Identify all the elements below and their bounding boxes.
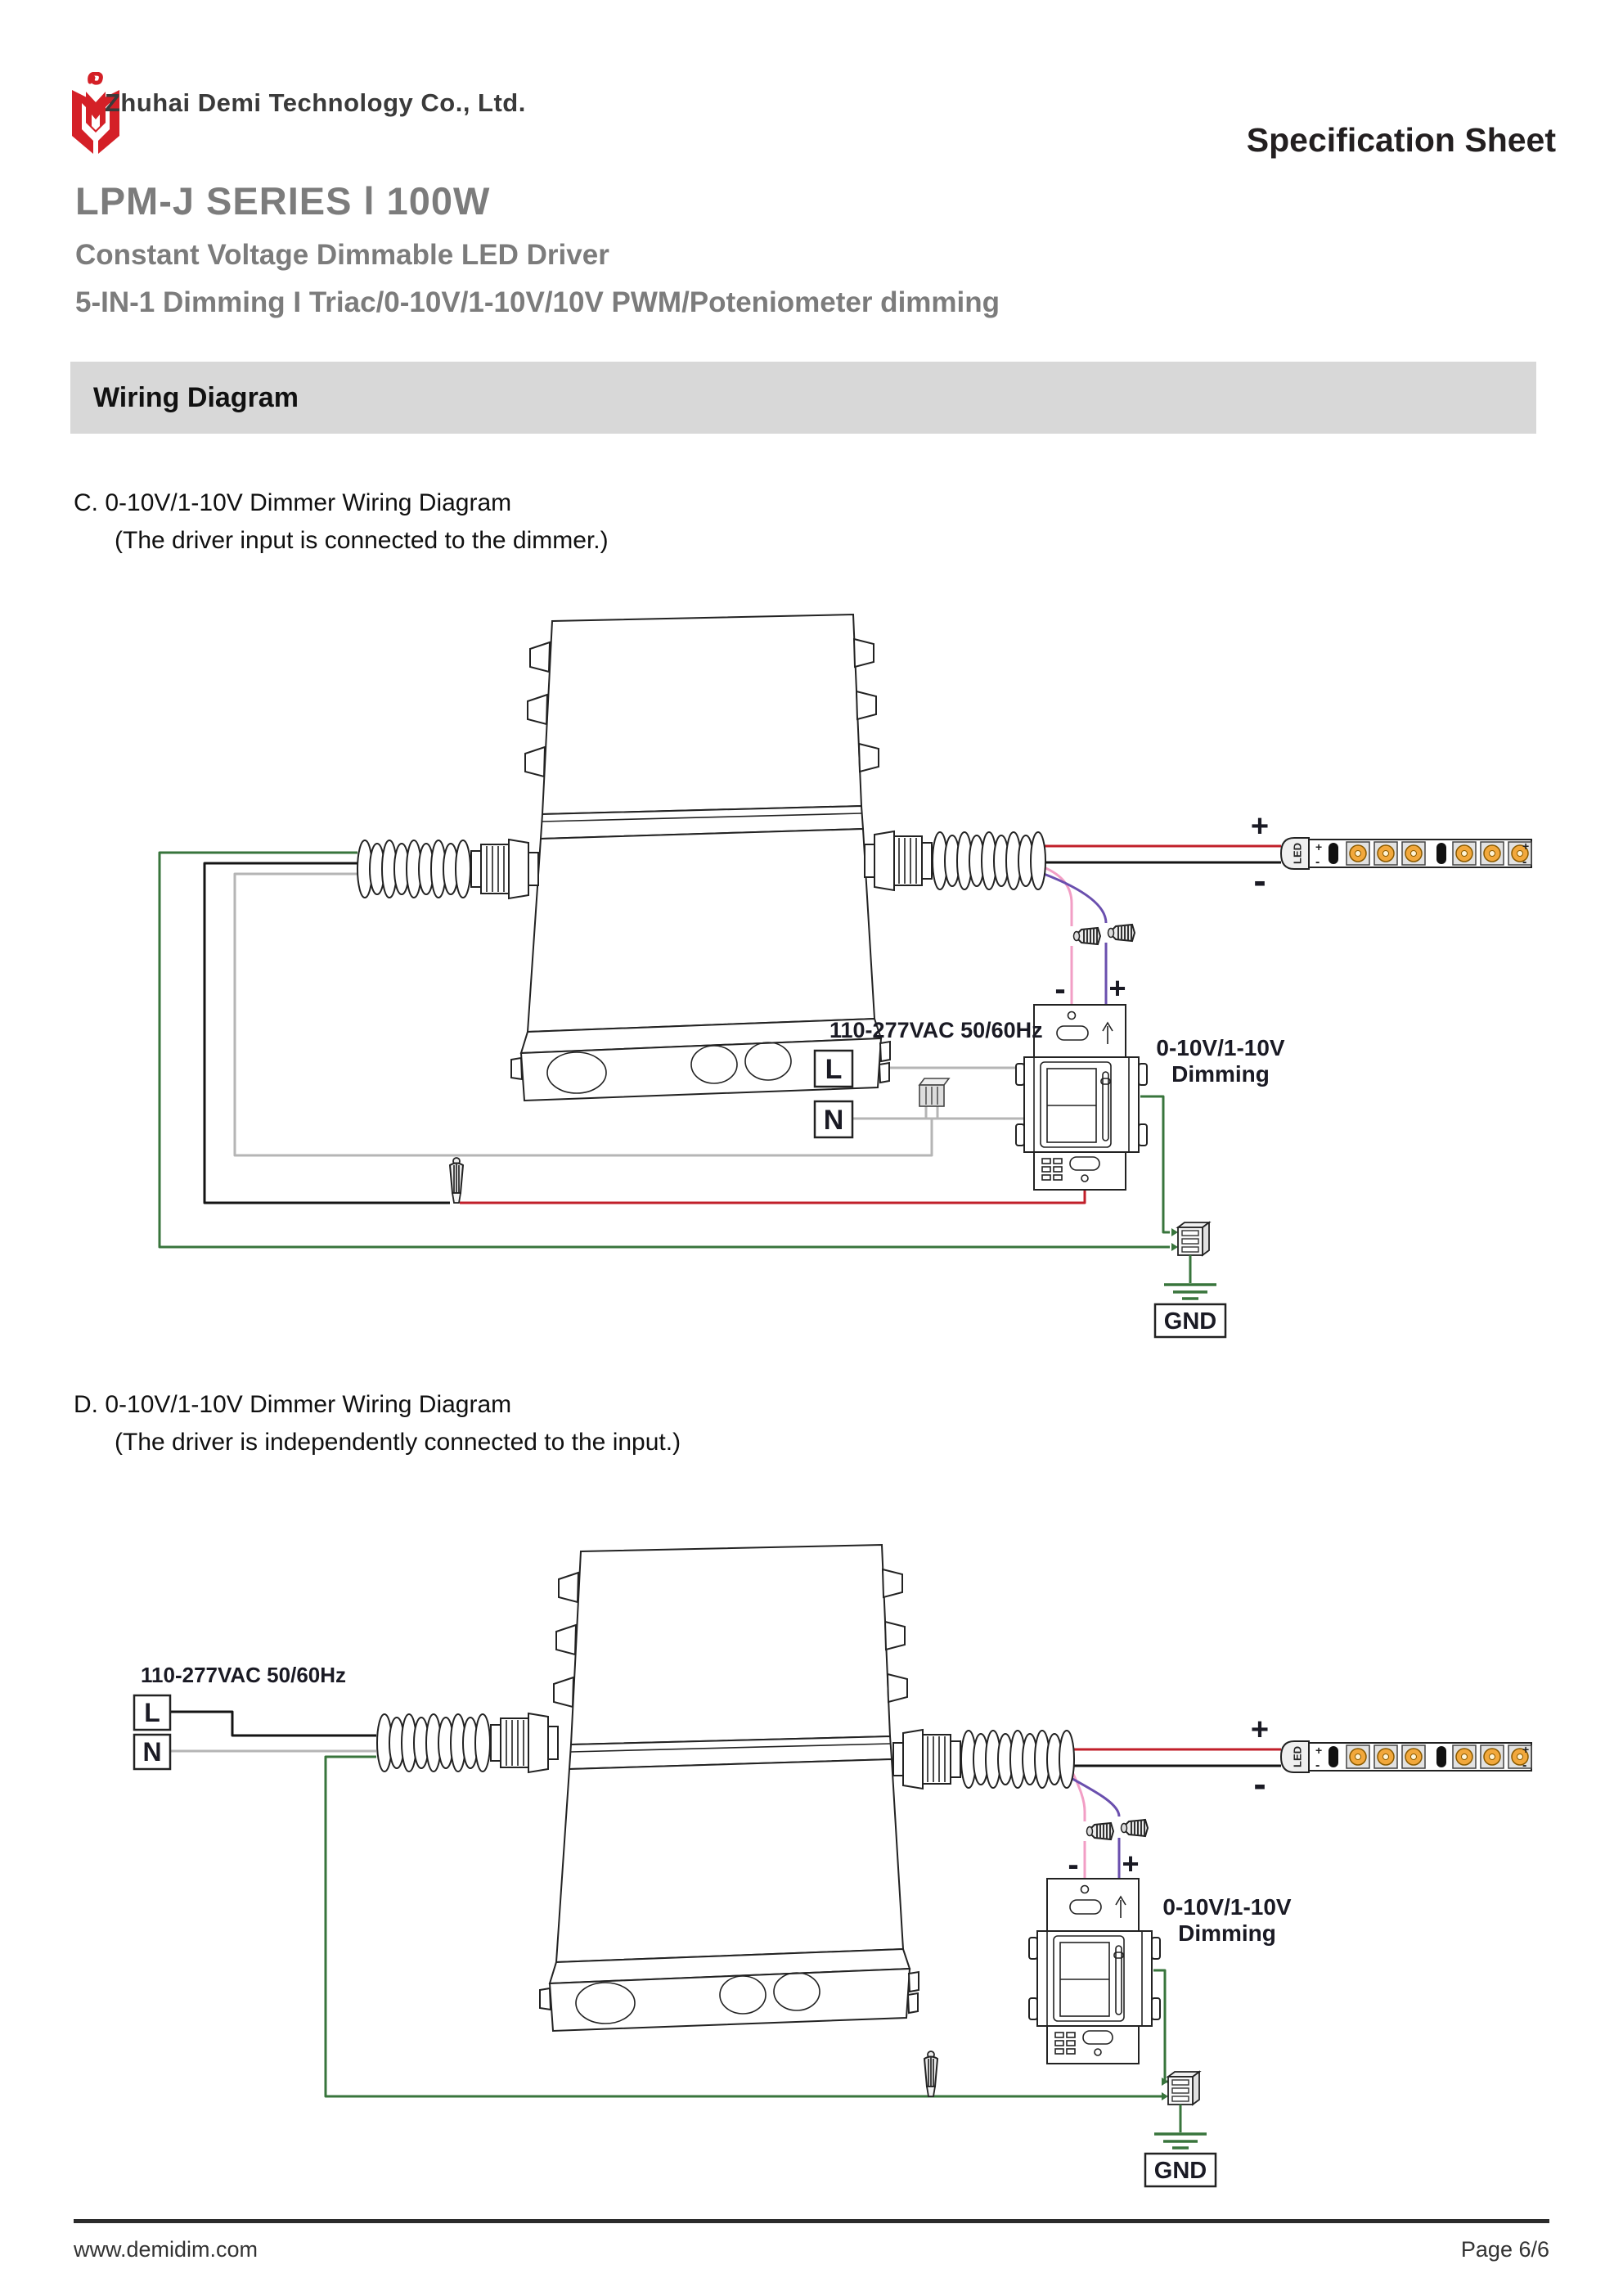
neutral-junction-connector — [919, 1078, 949, 1106]
strip-plus-label: + — [1250, 1713, 1270, 1747]
diagram-c — [160, 615, 1531, 1337]
dim-plus-label: + — [1108, 971, 1126, 1005]
vac-label: 110-277VAC 50/60Hz — [829, 1018, 1043, 1042]
dimming-label-line2: Dimming — [1178, 1920, 1276, 1946]
diagram-d-subheading: (The driver is independently connected to the input.) — [115, 1429, 681, 1456]
gnd-label: GND — [1153, 2158, 1207, 2184]
sheet-label: Specification Sheet — [1246, 121, 1556, 159]
gnd-label: GND — [1163, 1308, 1217, 1335]
footer-rule — [74, 2219, 1549, 2223]
n-terminal-label: N — [823, 1105, 844, 1136]
dimming-label-line1: 0-10V/1-10V — [1162, 1894, 1292, 1920]
company-name: Zhuhai Demi Technology Co., Ltd. — [105, 88, 526, 117]
flex-conduit — [377, 1714, 490, 1772]
strip-plus-label: + — [1250, 809, 1270, 844]
footer-website: www.demidim.com — [74, 2237, 259, 2262]
diagram-c-subheading: (The driver input is connected to the dimmer.) — [115, 527, 609, 554]
n-terminal-label: N — [142, 1737, 162, 1767]
diagram-d-heading: D. 0-10V/1-10V Dimmer Wiring Diagram — [74, 1391, 512, 1418]
section-title: Wiring Diagram — [93, 381, 299, 413]
block-arrow — [1171, 1243, 1178, 1251]
led-driver — [540, 1545, 919, 2031]
conduit-fitting — [893, 1730, 960, 1789]
terminal-block — [1168, 2072, 1199, 2105]
wire-nut — [1122, 1820, 1149, 1836]
l-terminal-label: L — [144, 1698, 160, 1727]
flex-conduit — [933, 832, 1045, 889]
dim-minus-label: - — [1054, 971, 1066, 1007]
diagram-d — [134, 1545, 1531, 2186]
block-arrow — [1162, 2092, 1168, 2100]
wire-nut — [1108, 925, 1135, 941]
dimmer-line-wire — [460, 1183, 1085, 1203]
wire-nut — [1074, 928, 1101, 944]
dimmer-ground-wire — [1140, 1096, 1170, 1232]
dimming-label-line2: Dimming — [1171, 1061, 1270, 1087]
conduit-fitting — [865, 831, 932, 890]
wire-nut — [450, 1158, 463, 1203]
dim-plus-label: + — [1122, 1847, 1140, 1880]
product-subtitle-1: Constant Voltage Dimmable LED Driver — [75, 239, 609, 271]
flex-conduit — [357, 840, 470, 898]
wire-nut — [1087, 1823, 1114, 1839]
line-wire — [205, 863, 450, 1203]
dimmer-ground-wire — [1153, 1970, 1168, 2082]
flex-conduit — [961, 1731, 1074, 1788]
diagram-c-heading: C. 0-10V/1-10V Dimmer Wiring Diagram — [74, 489, 512, 516]
led-strip — [1281, 1741, 1531, 1772]
led-strip — [1281, 838, 1531, 869]
strip-minus-label: - — [1253, 1763, 1266, 1805]
strip-minus-label: - — [1253, 859, 1266, 902]
wiring-diagrams-canvas: LED + - + - + - - + 0-10V/1-10V Dimming 110-277VAC 50/60Hz L N GND 110-277VAC 50/60Hz L N + - - + 0-10V/1-10V Dimming GND — [0, 0, 1623, 2296]
line-wire — [169, 1712, 376, 1736]
wire-nut — [924, 2051, 937, 2096]
block-arrow — [1171, 1228, 1178, 1236]
vac-label: 110-277VAC 50/60Hz — [141, 1663, 347, 1687]
product-subtitle-2: 5-IN-1 Dimming I Triac/0-10V/1-10V/10V PWM/Poteniometer dimming — [75, 286, 1000, 318]
terminal-block — [1178, 1222, 1209, 1255]
dim-minus-label: - — [1068, 1847, 1079, 1883]
l-terminal-label: L — [825, 1054, 843, 1085]
dimming-label-line1: 0-10V/1-10V — [1156, 1035, 1285, 1060]
dimmer-switch — [1029, 1879, 1160, 2064]
conduit-fitting — [471, 840, 538, 898]
series-title: LPM-J SERIES l 100W — [75, 179, 491, 223]
earth-ground-icon — [1164, 1285, 1216, 1299]
earth-ground-icon — [1154, 2134, 1207, 2148]
conduit-fitting — [491, 1713, 558, 1772]
footer-page-number: Page 6/6 — [1460, 2237, 1549, 2262]
